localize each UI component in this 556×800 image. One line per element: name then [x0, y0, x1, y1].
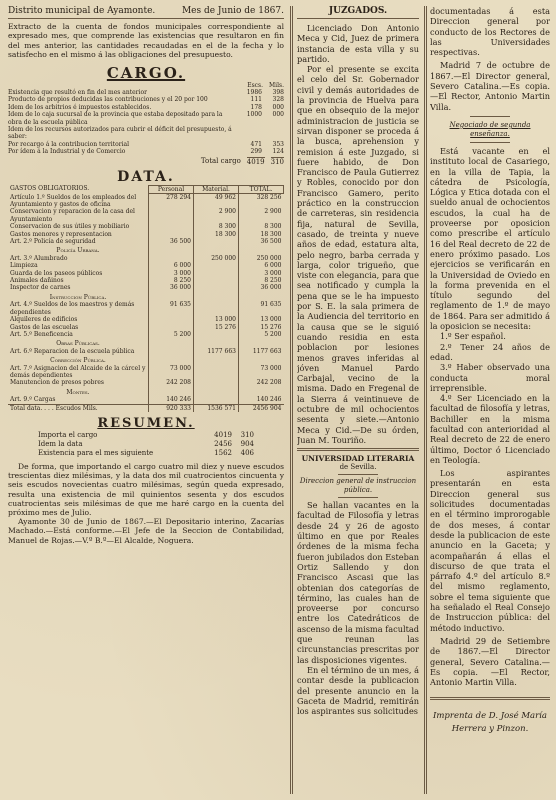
cargo-row-miles: 398: [272, 89, 284, 97]
university-subtitle: de Sevilla.: [339, 463, 377, 472]
university-vacancy-text: Se hallan vacantes en la facultad de Filosofía y letras desde 24 y 26 de agosto último en que por Reales órdenes de la misma fecha fueron jubilados don Esteban Ortiz Sallendo y don Francisco Ascasi que las obtenian dos categorías de término, las cuales han de proveerse por concurso entre los Catedráticos de ascenso de la misma facultad que reunan las circunstancias prescritas por las disposiciones vigentes.: [297, 500, 419, 665]
data-row-material: [194, 355, 239, 364]
data-row-personal: [149, 355, 194, 364]
data-row: [8, 270, 284, 277]
data-col-material: Material.: [194, 185, 239, 193]
cargo-row-label: Idem de lo caja sucursal de la provincia que estaba depositado para la obra de la escuela pública: [8, 111, 223, 126]
data-row-personal: 5 200: [149, 331, 194, 338]
cargo-total-row: [8, 157, 284, 167]
data-row-label: Animales dañinos: [10, 277, 64, 285]
data-row-total: 36 000: [239, 284, 284, 291]
column-divider: [290, 6, 293, 794]
data-row-personal: 242 208: [149, 379, 194, 386]
requirement-item: 4.º Ser Licenciado en la facultad de filosofía y letras, Bachiller en la misma facultad con anterioridad al Real decreto de 22 de enero último, Doctor ó Licenciado en Teología.: [430, 393, 550, 465]
resumen-row-escudos: 2456: [214, 439, 232, 448]
data-row-material: [194, 270, 239, 277]
data-row-label: Art. 6.º Reparacion de la escuela pública: [10, 347, 135, 355]
cargo-row: [8, 148, 284, 155]
data-row-material: [194, 387, 239, 396]
data-row-personal: 73 000: [149, 365, 194, 380]
data-row-label: Conservacion de sus útiles y mobiliario: [10, 223, 130, 231]
data-row: [8, 338, 284, 347]
cargo-row: [8, 111, 284, 126]
cargo-row-escudos: 299: [250, 148, 262, 156]
resumen-row: [38, 449, 254, 458]
data-row: [8, 277, 284, 284]
intro-paragraph: Extracto de la cuenta de fondos municipales correspondiente al expresado mes, que comprende las existencias que resultaron en fin del mes anterior, las cantidades recaudadas en el de la fecha y lo satisfecho en el mismo á las obligaciones del presupuesto.: [8, 22, 284, 60]
cargo-row-escudos: 178: [250, 103, 262, 111]
data-row-total: 242 208: [239, 379, 284, 386]
cargo-list: [8, 89, 284, 156]
data-row-personal: 36 500: [149, 238, 194, 245]
cargo-row-label: Idem de los recursos autorizados para cubrir el déficit del presupuesto, á saber:: [8, 126, 232, 141]
data-row: [8, 292, 284, 301]
data-row-total: [239, 355, 284, 364]
data-row-material: [194, 379, 239, 386]
data-row-personal: 6 000: [149, 262, 194, 269]
data-row-total: 5 200: [239, 331, 284, 338]
data-row-material: 2 900: [194, 208, 239, 223]
accounts-header: [8, 6, 284, 19]
cargo-row-label: Por recargo á la contribucion territorial: [8, 140, 129, 148]
col3-applicants-text: Los aspirantes presentarán en esta Direccion general sus solicitudes documentadas en el término improrogable de dos meses, á contar desde la publicacion de este anuncio en la Gaceta; y acompañarán á ellas el discurso de que trata el párrafo 4.º del artículo 8.º del mismo reglamento, sobre el tema siguiente que ha señalado el Real Consejo de Instruccion pública: del método inductivo.: [430, 468, 550, 633]
data-row: [8, 262, 284, 269]
cargo-row-label: Producto de propios deducidas las contribuciones y el 20 por 100: [8, 96, 208, 104]
district-title: Distrito municipal de Ayamonte.: [8, 6, 156, 16]
data-row-total: [239, 338, 284, 347]
resumen-row-miles: 406: [240, 448, 254, 457]
resumen-row-escudos: 1562: [214, 448, 232, 457]
notices-column: [430, 6, 550, 794]
data-row: [8, 231, 284, 238]
cargo-row: [8, 104, 284, 111]
data-row-total: 8 300: [239, 223, 284, 230]
data-total-total: 2456 904: [239, 404, 284, 412]
col3-vacancy-text: Está vacante en el instituto local de Casariego, en la villa de Tapia, la cátedra de Psicología, Lógica y Etica dotada con el sueldo anual de ochocientos escudos, la cual ha de proveerse por oposicion como prescribe el artículo 16 del Real decreto de 22 de enero próximo pasado. Los ejercicios se verificarán en la Universidad de Oviedo en la forma prevenida en el título segundo del reglamento de 1.º de mayo de 1864. Para ser admitido á la oposicion se necesita:: [430, 145, 550, 332]
data-row-material: 13 000: [194, 316, 239, 323]
col3-signature-2: Madrid 29 de Setiembre de 1867.—El Director general, Severo Catalina.—Es copia. —El Rector, Antonio Martin Villa.: [430, 635, 550, 688]
data-row-personal: [149, 316, 194, 323]
resumen-row-label: Idem la data: [38, 439, 83, 448]
data-row-material: 1177 663: [194, 348, 239, 355]
cargo-row: [8, 126, 284, 141]
data-row-material: [194, 284, 239, 291]
data-row: [8, 396, 284, 404]
juzgados-intro: Licenciado Don Antonio Meca y Cid, Juez de primera instancia de esta villa y su partido.: [297, 23, 419, 64]
col3-continuation: documentadas á esta Direccion general por conducto de los Rectores de las Universidades respectivas.: [430, 6, 550, 58]
resumen-row-label: Importa el cargo: [38, 430, 98, 439]
cargo-row-escudos: 471: [250, 140, 262, 148]
data-row-label: Instruccion Pública.: [49, 293, 107, 301]
data-row-personal: 8 250: [149, 277, 194, 284]
data-row-material: [194, 396, 239, 404]
data-row: [8, 365, 284, 380]
resumen-row-miles: 310: [240, 430, 254, 439]
data-row: [8, 245, 284, 254]
data-row: [8, 324, 284, 331]
data-row-material: [194, 338, 239, 347]
cargo-row: [8, 141, 284, 148]
juzgados-title: JUZGADOS.: [297, 6, 419, 19]
cargo-title: CARGO.: [106, 63, 186, 82]
data-row-label: Manutencion de presos pobres: [10, 379, 104, 387]
data-row-label: Art. 9.º Cargas: [10, 396, 56, 404]
juzgados-column: [297, 6, 419, 794]
data-row: [8, 387, 284, 396]
data-row-personal: [149, 338, 194, 347]
juzgados-text: Por el presente se excita el celo del Sr. Gobernador civil y demás autoridades de la provincia de Huelva para que en obsequio de la mejor administracion de justicia se sirvan disponer se proceda á la busca, aprehension y remision á este Juzgado, si fuere habido, de Don Francisco de Paula Gutierrez y Robles, conocido por don Francisco Gamero, perito práctico en la construccion de carreteras, sin residencia fija, natural de Sevilla, casado, de treinta y nueve años de edad, estatura alta, pelo negro, barba cerrada y larga, color trigueño, que viste con elegancia, para que sea notificado y cumpla la pena que se le ha impuesto por S. E. la sala primera de la Audiencia del territorio en la causa que se le siguió cuando residia en esta poblacion por lesiones menos graves inferidas al jóven Manuel Pardo Carbajal, vecino de la misma. Dado en Fregenal de la Sierra á veintinueve de octubre de mil ochocientos sesenta y siete.—Antonio Meca y Cid.—De su órden, Juan M. Touriño.: [297, 64, 419, 445]
data-row-personal: [149, 387, 194, 396]
data-row-label: Gastos de las escuelas: [10, 323, 79, 331]
data-row-material: [194, 277, 239, 284]
data-row-label: Art. 3.º Alumbrado: [10, 254, 68, 262]
data-row-label: Artículo 1.º Sueldos de los empleados del Ayuntamiento y gastos de oficina: [10, 193, 137, 208]
data-row-label: Art. 2.º Policía de seguridad: [10, 238, 96, 246]
cargo-row-miles: 328: [272, 96, 284, 104]
short-rule: [338, 497, 378, 498]
data-row-total: 15 276: [239, 324, 284, 331]
data-row-personal: 140 246: [149, 396, 194, 404]
data-row-total: 13 000: [239, 316, 284, 323]
cargo-row-label: Idem de los arbitrios é impuestos establecidos.: [8, 103, 152, 111]
data-row-material: [194, 365, 239, 380]
data-row-material: 18 300: [194, 231, 239, 238]
data-row: [8, 316, 284, 323]
data-row: [8, 284, 284, 291]
cargo-row-label: Por ídem á la Industrial y de Comercio: [8, 148, 126, 156]
resumen-row: [38, 431, 254, 440]
data-row-total: 2 900: [239, 208, 284, 223]
imprint: Imprenta de D. José María Herrera y Pinzon.: [433, 711, 547, 735]
data-col-personal: Personal: [149, 185, 194, 193]
data-row-personal: 36 000: [149, 284, 194, 291]
cargo-col-escudos: Escs.: [247, 81, 264, 89]
cargo-row-escudos: 1986: [246, 89, 262, 97]
cargo-columns: [8, 82, 284, 89]
data-row-label: Art. 4.º Sueldos de los maestros y demás dependientes: [10, 301, 135, 316]
data-row-total: [239, 387, 284, 396]
municipal-accounts-column: [8, 6, 284, 794]
data-row-personal: 3 000: [149, 270, 194, 277]
data-row-total: [239, 292, 284, 301]
data-section-title: GASTOS OBLIGATORIOS.: [10, 185, 90, 193]
cargo-row: [8, 96, 284, 103]
data-row-personal: 91 635: [149, 301, 194, 316]
data-row-total: 250 000: [239, 255, 284, 262]
data-row-label: Conservacion y reparacion de la casa del Ayuntamiento: [10, 208, 135, 223]
data-row-material: 15 276: [194, 324, 239, 331]
data-row-personal: 278 294: [149, 194, 194, 209]
month-title: Mes de Junio de 1867.: [181, 6, 284, 16]
data-row-label: Limpieza: [10, 262, 38, 270]
resumen-title: RESUMEN.: [97, 415, 195, 431]
requirement-item: 2.º Tener 24 años de edad.: [430, 341, 550, 362]
data-title: DATA.: [117, 168, 175, 185]
data-row-total: 6 000: [239, 262, 284, 269]
data-row-total: 91 635: [239, 301, 284, 316]
resumen-row-escudos: 4019: [214, 430, 232, 439]
data-total-label: Total data. . . . Escudos Mils.: [10, 404, 98, 412]
data-row-label: Art. 5.º Beneficencia: [10, 330, 73, 338]
data-row-personal: [149, 245, 194, 254]
data-row-material: [194, 262, 239, 269]
section-divider: [297, 448, 419, 451]
closing-signature: Ayamonte 30 de Junio de 1867.—El Depositario interino, Zacarías Machado.—Está conforme.—El Jefe de la Seccion de Contabilidad, Manuel de Rojas.—V.º B.º—El Alcalde, Noguera.: [8, 517, 284, 545]
short-rule: [470, 142, 510, 143]
data-row: [8, 238, 284, 245]
data-row-material: 250 000: [194, 255, 239, 262]
cargo-total-label: Total cargo: [200, 156, 241, 165]
closing-text: De forma, que importando el cargo cuatro mil diez y nueve escudos trescientas diez milésimas, y la data dos mil cuatrocientos cincuenta y seis escudos novecientas cuatro milésimas, según queda expresado, resulta una existencia de mil quinientos sesenta y dos escudos cuatrocientas seis milésimas de que me haré cargo en la cuenta del próximo mes de Julio.: [8, 461, 284, 517]
cargo-row-miles: 000: [272, 103, 284, 111]
requirements-list: [430, 331, 550, 465]
data-row-material: [194, 245, 239, 254]
data-row-personal: [149, 324, 194, 331]
data-row-label: Corrección Pública.: [50, 357, 106, 365]
data-row-total: 73 000: [239, 365, 284, 380]
data-row-label: Guarda de los paseos públicos: [10, 269, 103, 277]
data-table: [8, 185, 284, 412]
cargo-total-miles: 310: [270, 157, 284, 166]
closing-paragraph: [8, 462, 284, 545]
cargo-row-escudos: 111: [250, 96, 262, 104]
university-term-text: En el término de un mes, á contar desde la publicacion del presente anuncio en la Gaceta de Madrid, remitirán los aspirantes sus solicitudes: [297, 664, 419, 717]
data-row: [8, 301, 284, 316]
data-row-total: 36 500: [239, 238, 284, 245]
data-row-personal: [149, 292, 194, 301]
data-row-total: 3 000: [239, 270, 284, 277]
data-row: [8, 348, 284, 355]
data-row-label: Alquileres de edificios: [10, 316, 78, 324]
data-row-total: 18 300: [239, 231, 284, 238]
data-row: [8, 194, 284, 209]
data-row-personal: [149, 231, 194, 238]
resumen-row: [38, 440, 254, 449]
data-row-label: Art. 7.º Asignacion del Alcaide de la cárcel y demás dependientes: [10, 364, 146, 379]
cargo-row: [8, 89, 284, 96]
cargo-col-miles: Mils.: [269, 81, 284, 89]
cargo-row-miles: 000: [272, 111, 284, 119]
col3-signature-1: Madrid 7 de octubre de 1867.—El Director general, Severo Catalina.—Es copia. —El Rector, Antonio Martin Villa.: [430, 60, 550, 112]
cargo-row-miles: 124: [272, 148, 284, 156]
university-title: UNIVERSIDAD LITERARIA: [301, 454, 415, 464]
data-row: [8, 355, 284, 364]
data-row-personal: [149, 255, 194, 262]
data-row-personal: [149, 223, 194, 230]
data-row: [8, 379, 284, 386]
data-row-material: [194, 238, 239, 245]
short-rule: [338, 474, 378, 475]
resumen-list: [38, 431, 254, 458]
cargo-row-miles: 353: [272, 140, 284, 148]
data-row-personal: [149, 348, 194, 355]
data-row-label: Policía Urbana.: [56, 247, 100, 255]
negociado-title: Negociado de segunda enseñanza.: [449, 120, 531, 138]
requirement-item: 3.º Haber observado una conducta moral irreprensible.: [430, 362, 550, 393]
data-row: [8, 255, 284, 262]
data-row-label: Gastos menores y representacion: [10, 230, 112, 238]
data-row-label: Obras Públicas.: [56, 340, 100, 348]
cargo-row-escudos: 1000: [246, 111, 262, 119]
data-col-total: TOTAL.: [239, 185, 284, 193]
data-total-personal: 920 333: [149, 404, 194, 412]
cargo-total-escudos: 4019: [246, 157, 265, 166]
requirement-item: 1.º Ser español.: [440, 331, 506, 342]
data-row-total: 1177 663: [239, 348, 284, 355]
data-row: [8, 331, 284, 338]
imprint-divider: [430, 697, 550, 700]
data-row-material: 8 300: [194, 223, 239, 230]
data-row-total: 328 256: [239, 194, 284, 209]
university-direction: Direccion general de instruccion pública.: [299, 477, 417, 495]
data-row-material: [194, 331, 239, 338]
data-row: [8, 223, 284, 230]
column-divider: [424, 6, 427, 794]
data-row-material: [194, 292, 239, 301]
resumen-row-label: Existencia para el mes siguiente: [38, 448, 154, 457]
data-row: [8, 208, 284, 223]
short-rule: [470, 116, 510, 117]
data-total-material: 1536 571: [194, 404, 239, 412]
data-row-total: 8 250: [239, 277, 284, 284]
data-row-personal: [149, 208, 194, 223]
resumen-row-miles: 904: [240, 439, 254, 448]
data-row-total: [239, 245, 284, 254]
data-row-label: Inspector de carnes: [10, 284, 71, 292]
data-row-material: [194, 301, 239, 316]
data-row-material: 49 962: [194, 194, 239, 209]
data-row-total: 140 246: [239, 396, 284, 404]
cargo-row-label: Existencia que resultó en fin del mes anterior: [8, 89, 147, 97]
data-row-label: Montes.: [66, 388, 90, 396]
